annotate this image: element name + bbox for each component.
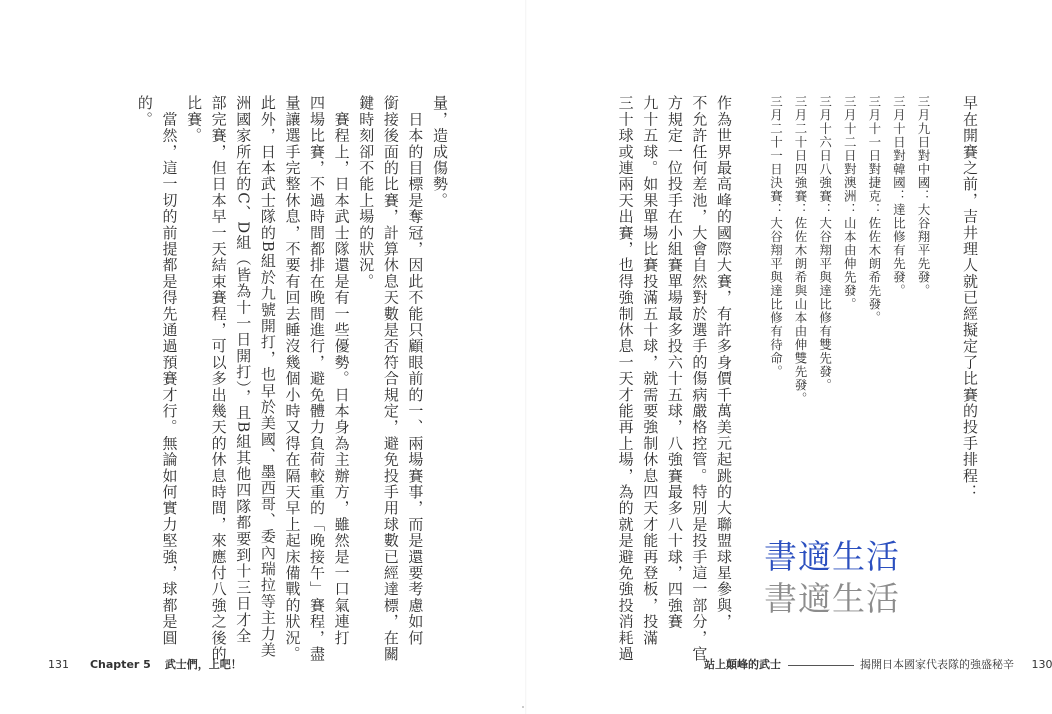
body-line: 量讓選手完整休息，不要有回去睡沒幾個小時又得在隔天早上起床備戰的狀況。 [283, 95, 302, 662]
body-line: 洲國家所在的C、D組（皆為十一日開打），且B組其他四隊都要到十三日才全 [234, 95, 253, 645]
body-line: 銜接後面的比賽，計算休息天數是否符合規定，避免投手用球數已經達標，在關 [381, 95, 400, 662]
right-footer [704, 656, 1052, 672]
schedule-item: 三月十一日對捷克：佐佐木朗希先發。 [866, 95, 882, 325]
body-line: 九十五球。如果單場比賽投滿五十球，就需要強制休息四天才能再登板，投滿 [641, 95, 660, 646]
body-line: 不允許任何差池，大會自然對於選手的傷病嚴格控管。特別是投手這一部分，官 [690, 95, 709, 662]
body-line: 日本的目標是奪冠，因此不能只顧眼前的一、兩場賽事，而是還要考慮如何 [406, 95, 425, 646]
body-line: 作為世界最高峰的國際大賽，有許多身價千萬美元起跳的大聯盟球星參與， [715, 95, 733, 630]
center-dot [522, 706, 524, 708]
intro-text: 早在開賽之前，吉井理人就已經擬定了比賽的投手排程： [961, 95, 979, 500]
schedule-item: 三月十日對韓國：達比修有先發。 [891, 95, 907, 298]
body-line: 比賽。 [185, 95, 204, 144]
right-page-body [610, 95, 736, 662]
body-line: 部完賽，但日本早一天結束賽程，可以多出幾天的休息時間，來應付八強之後的 [209, 95, 228, 662]
left-page-body [107, 95, 452, 662]
schedule-item: 三月二十一日決賽：大谷翔平與達比修有待命。 [768, 95, 784, 379]
page-number: 131 [48, 658, 69, 671]
body-line: 三十球或連兩天出賽，也得強制休息一天才能再上場，為的就是避免強投消耗過 [616, 95, 635, 662]
body-line: 量，造成傷勢。 [431, 95, 449, 209]
page-number: 130 [1031, 658, 1052, 671]
schedule-item: 三月十六日八強賽：大谷翔平與達比修有雙先發。 [817, 95, 833, 392]
watermark-blue: 書適生活 [764, 537, 900, 576]
body-line: 當然，這一切的前提都是得先通過預賽才行。無論如何實力堅強，球都是圓 [160, 95, 179, 646]
chapter-label: Chapter 5 [89, 658, 151, 671]
chapter-title: 武士們，上吧！ [164, 658, 242, 671]
body-line: 賽程上，日本武士隊還是有一些優勢。日本身為主辦方，雖然是一口氣連打 [332, 95, 351, 646]
body-line: 鍵時刻卻不能上場的狀況。 [357, 95, 376, 290]
book-title: 站上顛峰的武士 [704, 658, 781, 671]
schedule-item: 三月九日對中國：大谷翔平先發。 [916, 95, 931, 298]
watermark-gray: 書適生活 [764, 579, 900, 618]
body-line: 此外，日本武士隊的B組於九號開打，也早於美國、墨西哥、委內瑞拉等主力美 [258, 95, 277, 659]
intro-line [956, 95, 982, 630]
body-line: 方規定一位投手在小組賽單場最多投六十五球，八強賽最多八十球，四強賽 [665, 95, 684, 630]
footer-rule [788, 665, 854, 666]
schedule-item: 三月二十日四強賽：佐佐木朗希與山本由伸雙先發。 [793, 95, 809, 406]
body-line: 的。 [135, 95, 154, 128]
book-subtitle: 揭開日本國家代表隊的強盛秘辛 [860, 658, 1014, 671]
schedule-item: 三月十二日對澳洲：山本由伸先發。 [842, 95, 858, 311]
left-footer [48, 656, 242, 672]
body-line: 四場比賽，不過時間都排在晚間進行，避免體力負荷較重的「晚接午」賽程，盡 [308, 95, 327, 662]
